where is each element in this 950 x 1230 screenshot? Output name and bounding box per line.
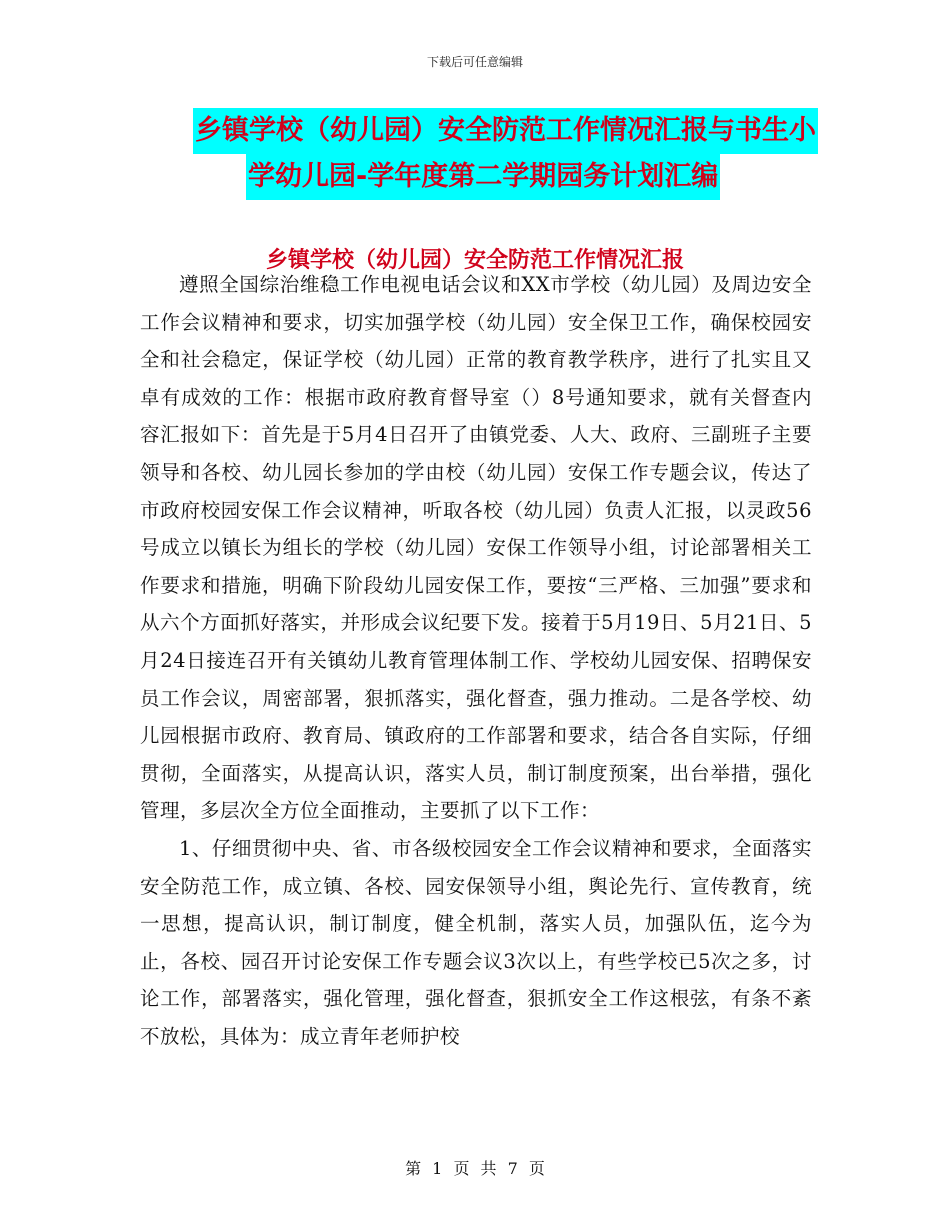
document-title: [0, 108, 950, 200]
section-title: 乡镇学校（幼儿园）安全防范工作情况汇报: [265, 248, 684, 273]
title-line-2: 学幼儿园-学年度第二学期园务计划汇编: [246, 154, 720, 200]
body-text: [140, 266, 812, 1055]
header-note: 下载后可任意编辑: [426, 55, 523, 69]
page-footer: 第 1 页 共 7 页: [405, 1159, 545, 1178]
paragraph-2: 1、仔细贯彻中央、省、市各级校园安全工作会议精神和要求，全面落实安全防范工作，成立镇、各校、园安保领导小组，舆论先行、宣传教育，统一思想，提高认识，制订制度，健全机制，落实人员，加强队伍，迄今为止，各校、园召开讨论安保工作专题会议3次以上，有些学校已5次之多，讨论工作，部署落实，强化管理，强化督查，狠抓安全工作这根弦，有条不紊不放松，具体为：成立青年老师护校: [140, 836, 812, 1048]
title-line-1: 乡镇学校（幼儿园）安全防范工作情况汇报与书生小: [193, 108, 818, 154]
paragraph-1: 遵照全国综治维稳工作电视电话会议和XX市学校（幼儿园）及周边安全工作会议精神和要求，切实加强学校（幼儿园）安全保卫工作，确保校园安全和社会稳定，保证学校（幼儿园）正常的教育教学秩序，进行了扎实且又卓有成效的工作：根据市政府教育督导室（）8号通知要求，就有关督查内容汇报如下：首先是于5月4日召开了由镇党委、人大、政府、三副班子主要领导和各校、幼儿园长参加的学由校（幼儿园）安保工作专题会议，传达了市政府校园安保工作会议精神，听取各校（幼儿园）负责人汇报，以灵政56号成立以镇长为组长的学校（幼儿园）安保工作领导小组，讨论部署相关工作要求和措施，明确下阶段幼儿园安保工作，要按“三严格、三加强”要求和从六个方面抓好落实，并形成会议纪要下发。接着于5月19日、5月21日、5月24日接连召开有关镇幼儿教育管理体制工作、学校幼儿园安保、招聘保安员工作会议，周密部署，狠抓落实，强化督查，强力推动。二是各学校、幼儿园根据市政府、教育局、镇政府的工作部署和要求，结合各自实际，仔细贯彻，全面落实，从提高认识，落实人员，制订制度预案，出台举措，强化管理，多层次全方位全面推动，主要抓了以下工作：: [140, 273, 812, 823]
